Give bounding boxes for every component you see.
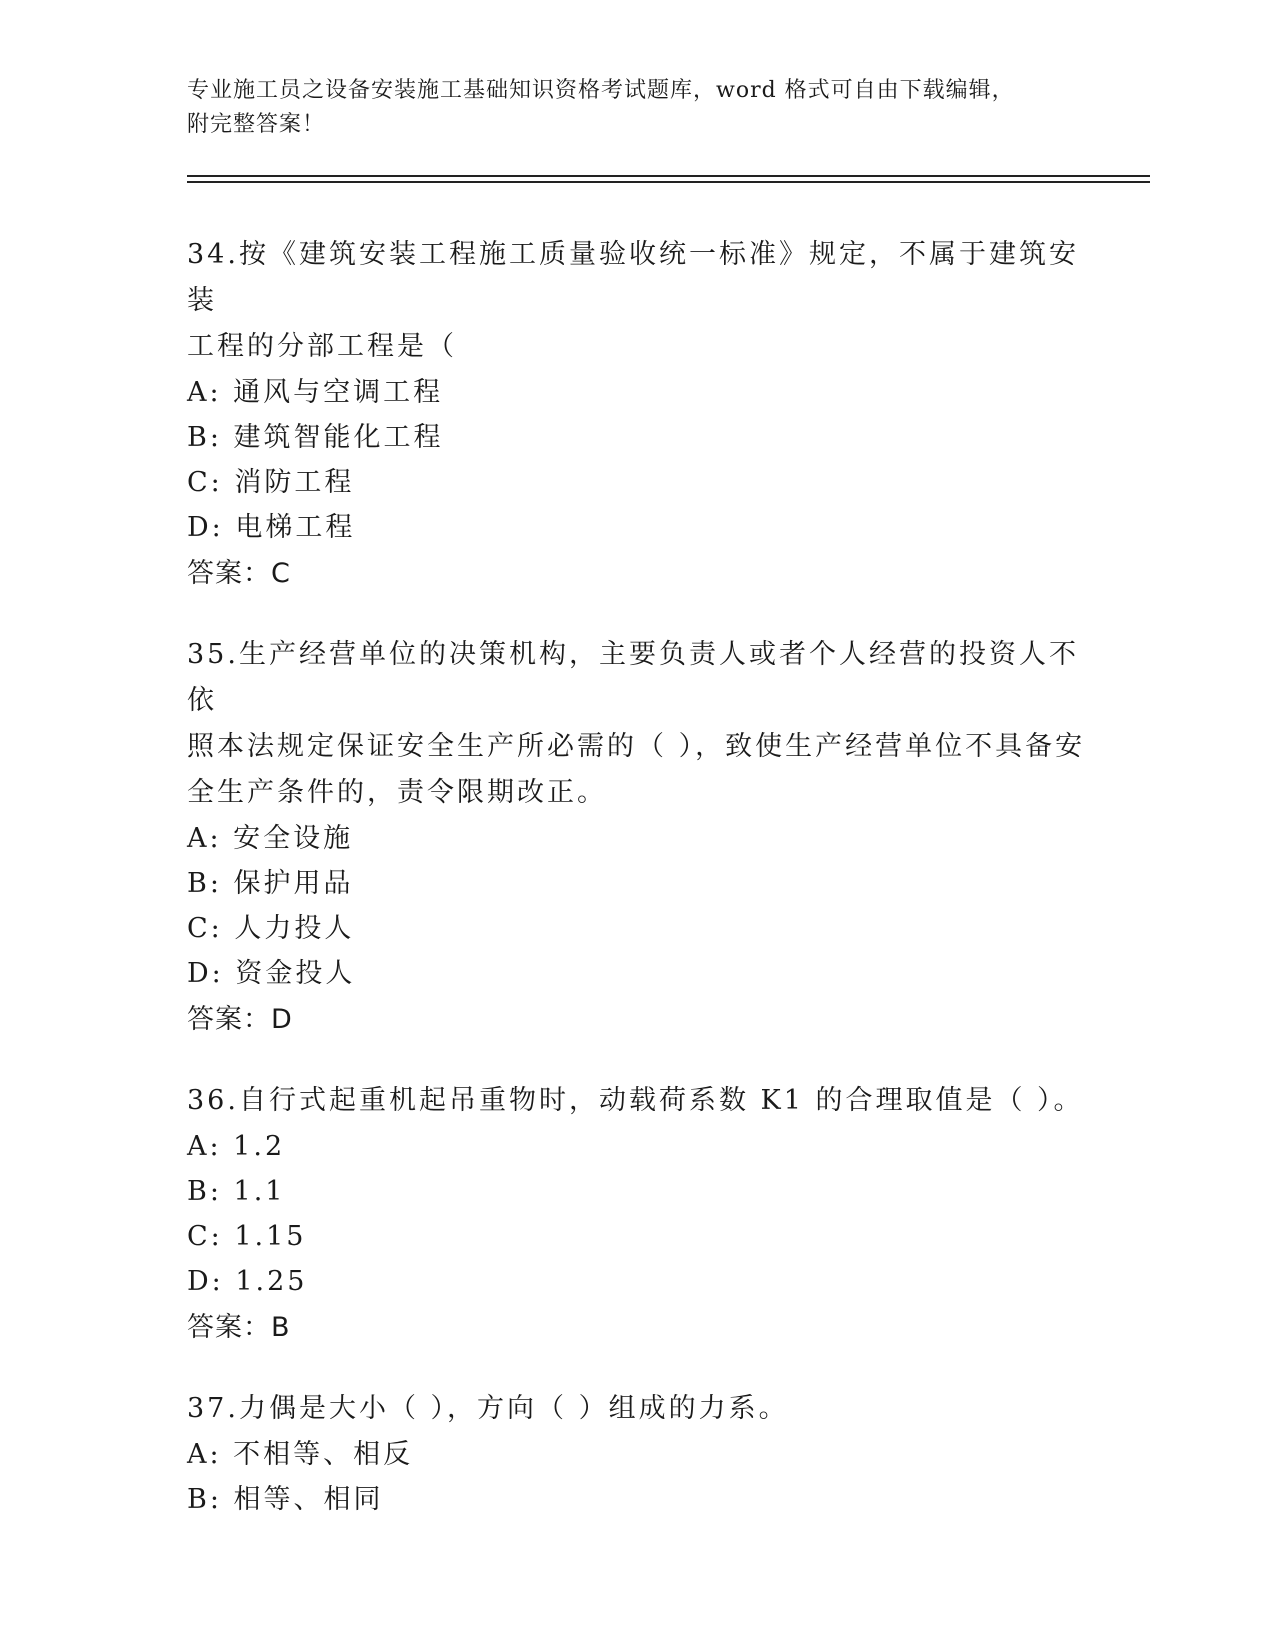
option-d: D: 电梯工程 [187, 512, 356, 543]
answer: 答案：D [187, 1004, 293, 1035]
option-a: A: 通风与空调工程 [187, 377, 444, 408]
option-b: B: 建筑智能化工程 [187, 422, 444, 453]
option-b: B: 保护用品 [187, 868, 354, 899]
question-stem: 37.力偶是大小（ ），方向（ ）组成的力系。 [187, 1393, 789, 1424]
question-stem: 全生产条件的，责令限期改正。 [187, 777, 607, 808]
header-line-2: 附完整答案！ [187, 112, 326, 137]
question-stem: 照本法规定保证安全生产所必需的（ ），致使生产经营单位不具备安 [187, 731, 1086, 762]
option-b: B: 相等、相同 [187, 1484, 384, 1515]
question-stem: 35.生产经营单位的决策机构，主要负责人或者个人经营的投资人不依 [187, 639, 1079, 716]
answer: 答案：B [187, 1312, 291, 1343]
document-header [187, 74, 1067, 142]
question-34 [187, 232, 1087, 598]
header-line-1: 专业施工员之设备安装施工基础知识资格考试题库，word 格式可自由下载编辑， [187, 78, 1015, 103]
question-stem: 34.按《建筑安装工程施工质量验收统一标准》规定，不属于建筑安装 [187, 239, 1079, 316]
option-b: B: 1.1 [187, 1176, 286, 1207]
question-37 [187, 1386, 1087, 1522]
option-c: C: 1.15 [187, 1221, 307, 1252]
option-a: A: 安全设施 [187, 823, 354, 854]
answer: 答案：C [187, 558, 291, 589]
option-c: C: 人力投人 [187, 913, 355, 944]
question-36 [187, 1078, 1087, 1352]
question-stem: 36.自行式起重机起吊重物时，动载荷系数 K1 的合理取值是（ ）。 [187, 1085, 1084, 1116]
option-a: A: 1.2 [187, 1131, 286, 1162]
option-d: D: 1.25 [187, 1266, 308, 1297]
option-a: A: 不相等、相反 [187, 1439, 414, 1470]
option-c: C: 消防工程 [187, 467, 355, 498]
question-35 [187, 632, 1087, 1044]
question-list [187, 232, 1087, 1556]
question-stem: 工程的分部工程是（ [187, 331, 457, 362]
header-divider-top [187, 175, 1150, 177]
header-divider-bottom [187, 181, 1150, 183]
option-d: D: 资金投人 [187, 958, 356, 989]
